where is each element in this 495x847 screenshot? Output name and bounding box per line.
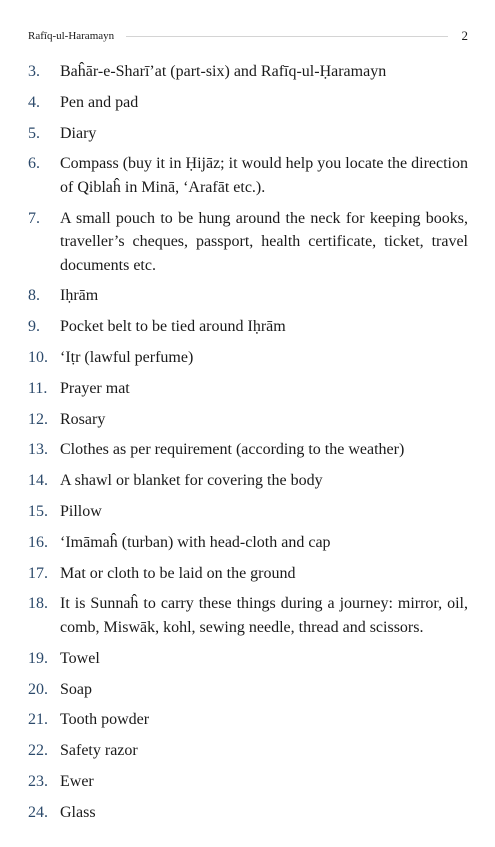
list-item (28, 469, 468, 493)
item-text: Soap (60, 680, 92, 698)
item-number: 22. (28, 742, 48, 760)
checklist (28, 60, 468, 832)
list-item (28, 284, 468, 308)
item-text: A shawl or blanket for covering the body (60, 472, 323, 490)
item-text: Ewer (60, 772, 94, 790)
item-text: Glass (60, 803, 96, 821)
item-number: 18. (28, 595, 48, 613)
item-text: Diary (60, 124, 97, 142)
item-number: 14. (28, 472, 48, 490)
item-number: 19. (28, 649, 48, 667)
item-text: ‘Iṭr (lawful perfume) (60, 349, 194, 367)
item-text: Rosary (60, 410, 106, 428)
list-item (28, 562, 468, 586)
item-number: 16. (28, 533, 48, 551)
item-number: 6. (28, 155, 40, 173)
item-text: Clothes as per requirement (according to the weather) (60, 441, 405, 459)
item-text: Pocket belt to be tied around Iḥrām (60, 318, 286, 336)
item-number: 21. (28, 711, 48, 729)
list-item (28, 60, 468, 84)
item-number: 4. (28, 93, 40, 111)
item-number: 24. (28, 803, 48, 821)
item-number: 5. (28, 124, 40, 142)
item-number: 9. (28, 318, 40, 336)
page-number: 2 (461, 28, 468, 43)
item-text: Towel (60, 649, 100, 667)
list-item (28, 500, 468, 524)
list-item (28, 91, 468, 115)
item-number: 8. (28, 287, 40, 305)
item-number: 12. (28, 410, 48, 428)
book-title: Rafīq-ul-Haramayn (28, 30, 115, 42)
list-item (28, 770, 468, 794)
item-number: 17. (28, 564, 48, 582)
list-item (28, 408, 468, 432)
item-text: Compass (buy it in Ḥijāz; it would help you locate the direction of Qiblaĥ in Minā, ‘Arafāt etc.). (60, 155, 468, 196)
list-item (28, 315, 468, 339)
item-number: 11. (28, 379, 48, 397)
list-item (28, 708, 468, 732)
list-item (28, 531, 468, 555)
list-item (28, 739, 468, 763)
list-item (28, 678, 468, 702)
item-text: ‘Imāmaĥ (turban) with head-cloth and cap (60, 533, 331, 551)
item-text: Mat or cloth to be laid on the ground (60, 564, 296, 582)
item-number: 15. (28, 503, 48, 521)
item-number: 7. (28, 209, 40, 227)
item-number: 3. (28, 63, 40, 80)
header-divider (126, 36, 447, 37)
list-item (28, 152, 468, 199)
item-text: Baĥār-e-Sharī’at (part-six) and Rafīq-ul-Ḥaramayn (60, 63, 387, 80)
item-number: 13. (28, 441, 48, 459)
item-text: Iḥrām (60, 287, 99, 305)
item-text: Safety razor (60, 742, 138, 760)
item-number: 10. (28, 349, 48, 367)
running-header (28, 28, 468, 44)
item-number: 20. (28, 680, 48, 698)
item-text: Pillow (60, 503, 102, 521)
list-item (28, 122, 468, 146)
list-item (28, 346, 468, 370)
list-item (28, 801, 468, 825)
item-text: A small pouch to be hung around the neck for keeping books, traveller’s cheques, passport, health certificate, ticket, travel documents etc. (60, 209, 468, 274)
item-text: It is Sunnaĥ to carry these things during a journey: mirror, oil, comb, Miswāk, kohl, sewing needle, thread and scissors. (60, 595, 468, 636)
list-item (28, 207, 468, 278)
list-item (28, 592, 468, 639)
list-item (28, 438, 468, 462)
item-text: Pen and pad (60, 93, 139, 111)
item-text: Prayer mat (60, 379, 130, 397)
item-text: Tooth powder (60, 711, 150, 729)
item-number: 23. (28, 772, 48, 790)
list-item (28, 377, 468, 401)
list-item (28, 647, 468, 671)
